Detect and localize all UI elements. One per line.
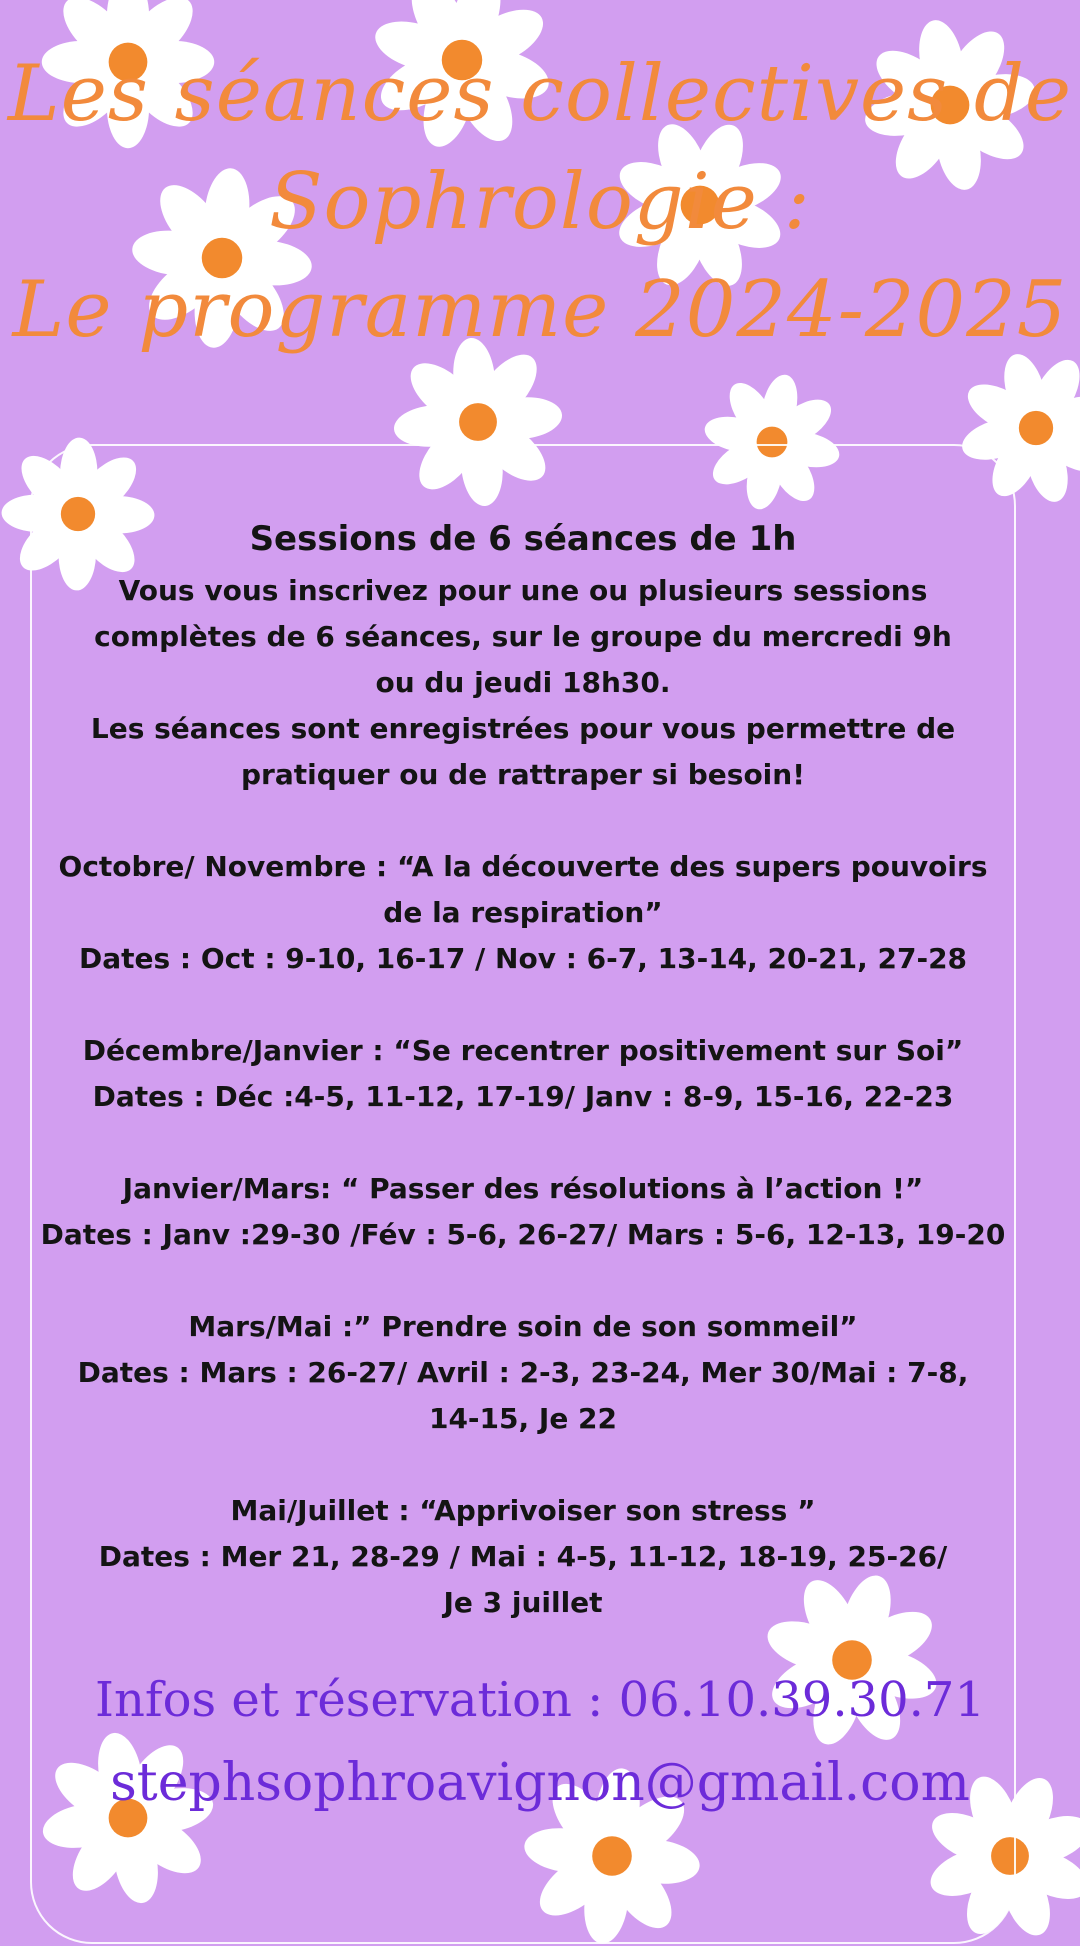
- session-title: Mars/Mai :” Prendre soin de son sommeil”: [188, 1310, 858, 1343]
- program-content: [30, 512, 1016, 1626]
- session-title: Octobre/ Novembre : “A la découverte des supers pouvoirs: [58, 850, 988, 883]
- session-dates: Je 3 juillet: [443, 1586, 603, 1619]
- intro-line: Vous vous inscrivez pour une ou plusieurs sessions: [118, 574, 928, 607]
- session-block: [30, 844, 1016, 982]
- session-title: Décembre/Janvier : “Se recentrer positivement sur Soi”: [82, 1034, 964, 1067]
- session-block: [30, 1304, 1016, 1442]
- title-line-1: Les séances collectives de: [7, 49, 1073, 139]
- session-block: [30, 1488, 1016, 1626]
- session-dates: Dates : Mer 21, 28-29 / Mai : 4-5, 11-12, 18-19, 25-26/: [98, 1540, 948, 1573]
- session-dates: Dates : Janv :29-30 /Fév : 5-6, 26-27/ Mars : 5-6, 12-13, 19-20: [40, 1218, 1006, 1251]
- intro-line: ou du jeudi 18h30.: [375, 666, 671, 699]
- intro-line: complètes de 6 séances, sur le groupe du mercredi 9h: [94, 620, 952, 653]
- page-title: [0, 40, 1080, 364]
- session-title: Janvier/Mars: “ Passer des résolutions à l’action !”: [122, 1172, 924, 1205]
- contact-block: [0, 1660, 1080, 1826]
- intro-line: Les séances sont enregistrées pour vous permettre de: [90, 712, 956, 745]
- contact-email[interactable]: stephsophroavignon@gmail.com: [110, 1753, 970, 1813]
- title-line-3: Le programme 2024-2025: [12, 265, 1068, 355]
- session-title: Mai/Juillet : “Apprivoiser son stress ”: [230, 1494, 816, 1527]
- intro-line: pratiquer ou de rattraper si besoin!: [241, 758, 805, 791]
- session-dates: Dates : Oct : 9-10, 16-17 / Nov : 6-7, 13-14, 20-21, 27-28: [78, 942, 968, 975]
- session-dates: Dates : Déc :4-5, 11-12, 17-19/ Janv : 8-9, 15-16, 22-23: [92, 1080, 954, 1113]
- session-block: [30, 1028, 1016, 1120]
- title-line-2: Sophrologie :: [269, 157, 811, 247]
- session-dates: 14-15, Je 22: [428, 1402, 618, 1435]
- session-block: [30, 1166, 1016, 1258]
- contact-phone[interactable]: Infos et réservation : 06.10.39.30.71: [94, 1672, 985, 1728]
- sessions-heading: Sessions de 6 séances de 1h: [249, 519, 797, 559]
- session-dates: Dates : Mars : 26-27/ Avril : 2-3, 23-24, Mer 30/Mai : 7-8,: [77, 1356, 969, 1389]
- session-title: de la respiration”: [383, 896, 663, 929]
